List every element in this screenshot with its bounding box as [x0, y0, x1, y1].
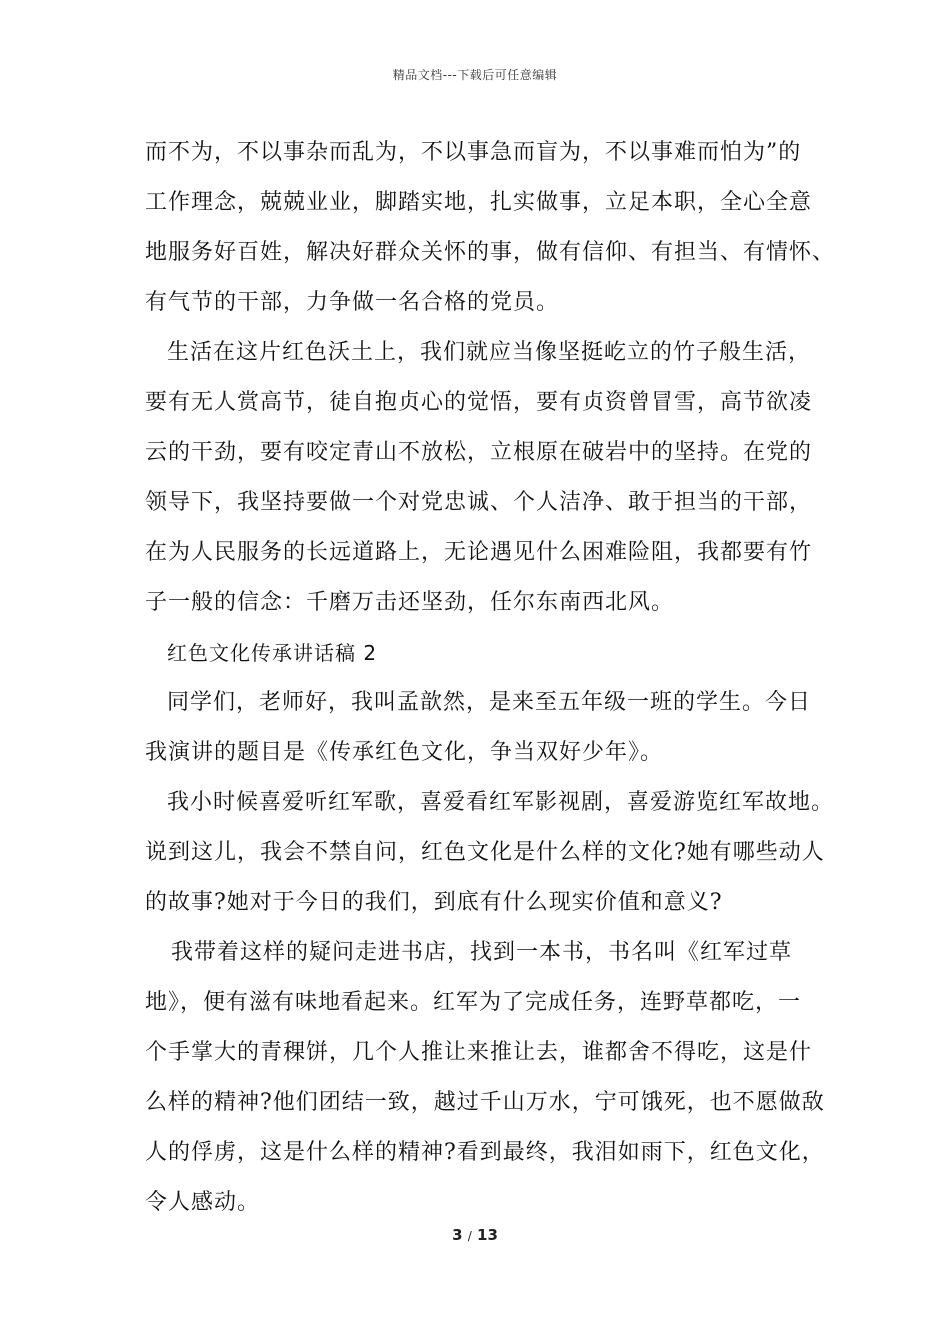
- current-page: 3: [452, 1226, 463, 1244]
- text-line: 而不为，不以事杂而乱为，不以事急而盲为，不以事难而怕为”的: [145, 140, 802, 165]
- section-heading-container: [145, 628, 825, 678]
- text-line: 令人感动。: [145, 1190, 261, 1215]
- text-line: 地》，便有滋有味地看起来。红军为了完成任务，连野草都吃，一: [145, 990, 802, 1015]
- paragraph-3: [145, 678, 825, 778]
- text-line: 我演讲的题目是《传承红色文化，争当双好少年》。: [145, 740, 664, 765]
- text-line: 要有无人赏高节，徒自抱贞心的觉悟，要有贞资曾冒雪，高节欲凌: [145, 390, 813, 415]
- text-line: 云的干劲，要有咬定青山不放松，立根原在破岩中的坚持。在党的: [145, 440, 813, 465]
- paragraph-1: [145, 128, 836, 328]
- text-line: 子一般的信念：千磨万击还坚劲，任尔东南西北风。: [145, 590, 675, 615]
- text-line: 个手掌大的青稞饼，几个人推让来推让去，谁都舍不得吃，这是什: [145, 1040, 813, 1065]
- text-line: 么样的精神?他们团结一致，越过千山万水，宁可饿死，也不愿做敌: [145, 1090, 825, 1115]
- text-line: 领导下，我坚持要做一个对党忠诚、个人洁净、敢于担当的干部，: [145, 490, 813, 515]
- document-body: [145, 128, 836, 1228]
- page-header: 精品文档---下载后可任意编辑: [392, 68, 558, 82]
- text-line: 我小时候喜爱听红军歌，喜爱看红军影视剧，喜爱游览红军故地。: [167, 790, 835, 815]
- text-line: 说到这儿，我会不禁自问，红色文化是什么样的文化?她有哪些动人: [145, 840, 825, 865]
- text-line: 的故事?她对于今日的我们，到底有什么现实价值和意义?: [145, 890, 723, 915]
- text-line: 地服务好百姓，解决好群众关怀的事，做有信仰、有担当、有情怀、: [145, 240, 836, 265]
- total-pages: 13: [477, 1226, 498, 1244]
- text-line: 人的俘虏，这是什么样的精神?看到最终，我泪如雨下，红色文化，: [145, 1140, 825, 1165]
- paragraph-5: [145, 928, 825, 1228]
- page-separator: /: [467, 1229, 472, 1243]
- text-line: 工作理念，兢兢业业，脚踏实地，扎实做事，立足本职，全心全意: [145, 190, 813, 215]
- paragraph-2: [145, 328, 825, 628]
- text-line: 生活在这片红色沃土上，我们就应当像坚挺屹立的竹子般生活，: [167, 340, 812, 365]
- text-line: 我带着这样的疑问走进书店，找到一本书，书名叫《红军过草: [171, 940, 793, 965]
- text-line: 有气节的干部，力争做一名合格的党员。: [145, 290, 560, 315]
- text-line: 同学们，老师好，我叫孟歆然，是来至五年级一班的学生。今日: [167, 690, 812, 715]
- paragraph-4: [145, 778, 835, 928]
- section-heading: 红色文化传承讲话稿 2: [167, 641, 378, 665]
- page-number: [0, 1226, 950, 1244]
- text-line: 在为人民服务的长远道路上，无论遇见什么困难险阻，我都要有竹: [145, 540, 813, 565]
